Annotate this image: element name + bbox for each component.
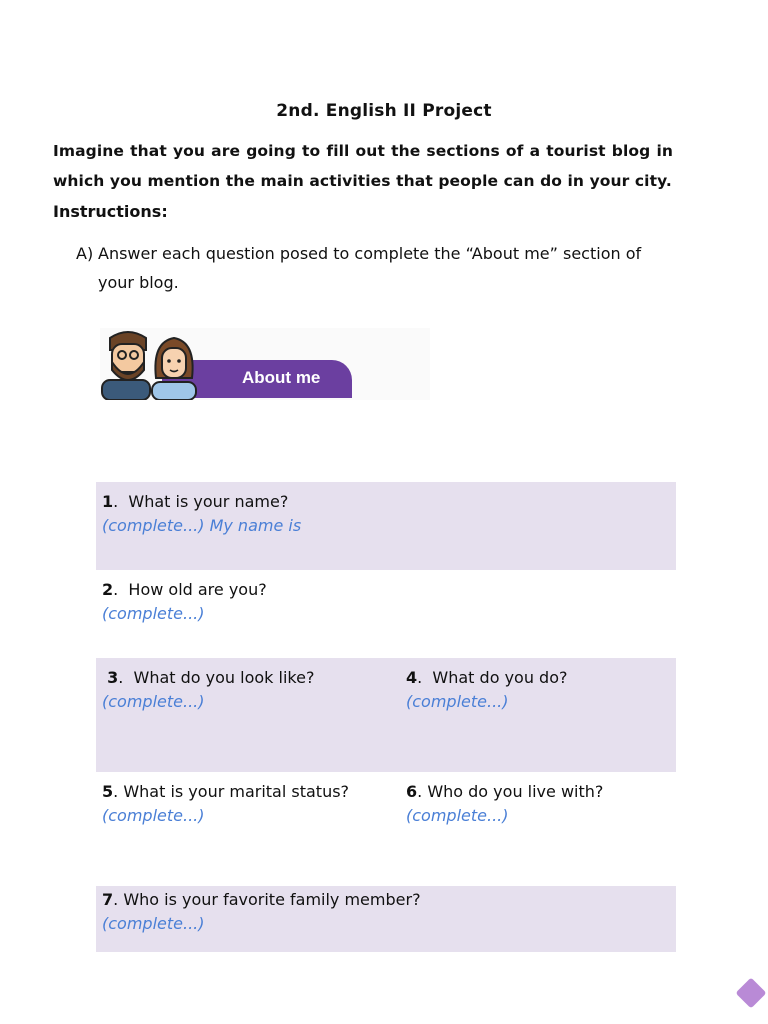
question-number: 3 — [107, 668, 119, 687]
instructions-heading: Instructions: — [53, 202, 168, 221]
question-label: Who do you live with? — [427, 782, 604, 801]
intro-paragraph: Imagine that you are going to fill out the sections of a tourist blog in which you mention the main activities that people can do in your city. — [53, 142, 673, 190]
answer-field-4[interactable]: (complete...) — [406, 692, 509, 711]
instruction-item-letter: A) — [76, 244, 94, 263]
answer-field-1[interactable]: (complete...) My name is — [102, 516, 302, 535]
question-label: What do you do? — [432, 668, 568, 687]
question-number: 4 — [406, 668, 418, 687]
page-title: 2nd. English II Project — [276, 101, 492, 121]
question-number: 6 — [406, 782, 418, 801]
question-number: 5 — [102, 782, 114, 801]
about-me-label: About me — [242, 368, 321, 387]
question-5: 5. What is your marital status? — [102, 782, 350, 801]
question-label: What do you look like? — [133, 668, 315, 687]
instruction-item-text-line2: your blog. — [98, 273, 179, 292]
question-row-7 — [96, 886, 676, 952]
question-label: How old are you? — [128, 580, 267, 599]
answer-field-6[interactable]: (complete...) — [406, 806, 509, 825]
question-1: 1. What is your name? — [102, 492, 289, 511]
question-number: 7 — [102, 890, 114, 909]
question-row-2 — [96, 570, 676, 658]
couple-avatar-icon — [100, 328, 200, 400]
question-row-1 — [96, 482, 676, 570]
diamond-icon — [735, 977, 766, 1008]
question-4: 4. What do you do? — [406, 668, 568, 687]
question-6: 6. Who do you live with? — [406, 782, 604, 801]
question-label: What is your name? — [128, 492, 289, 511]
answer-field-2[interactable]: (complete...) — [102, 604, 205, 623]
question-row-3-4 — [96, 658, 676, 772]
question-number: 1 — [102, 492, 114, 511]
question-7: 7. Who is your favorite family member? — [102, 890, 421, 909]
answer-field-5[interactable]: (complete...) — [102, 806, 205, 825]
instruction-item-a — [76, 239, 676, 297]
question-3: 3. What do you look like? — [107, 668, 315, 687]
about-me-banner — [100, 328, 430, 400]
question-2: 2. How old are you? — [102, 580, 267, 599]
question-label: What is your marital status? — [123, 782, 350, 801]
question-label: Who is your favorite family member? — [123, 890, 421, 909]
answer-field-3[interactable]: (complete...) — [102, 692, 205, 711]
answer-field-7[interactable]: (complete...) — [102, 914, 205, 933]
instruction-item-text-line1: Answer each question posed to complete the “About me” section of — [98, 244, 642, 263]
question-number: 2 — [102, 580, 114, 599]
question-row-5-6 — [96, 772, 676, 886]
